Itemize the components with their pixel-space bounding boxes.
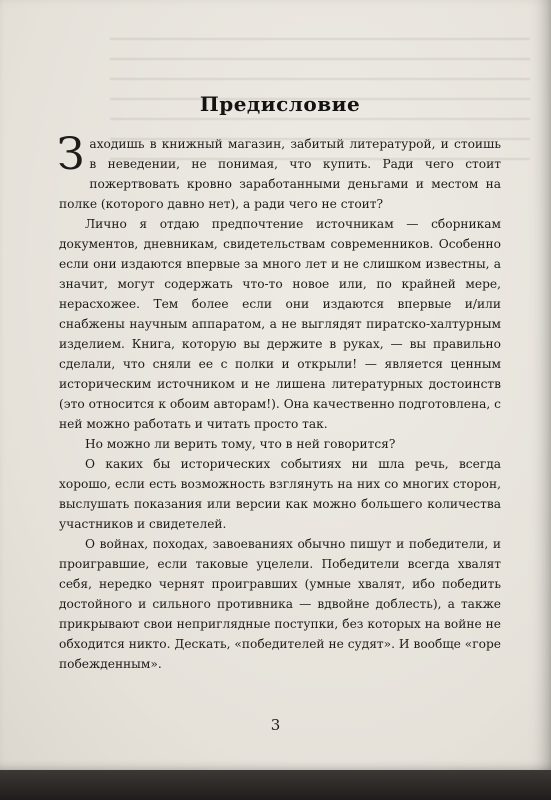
paragraph-1 — [57, 129, 501, 214]
page-edge-shadow — [0, 770, 551, 800]
paragraph-1-text: аходишь в книжный магазин, забитый литературой, и стоишь в неведении, не понимая, что купить. Ради чего стоит пожертвовать кровно заработанными деньгами и местом на полке (которого давно нет), а ради чего не стоит? — [59, 137, 501, 211]
page-content — [59, 92, 501, 674]
paragraph-2: Лично я отдаю предпочтение источникам — сборникам документов, дневникам, свидетельствам современников. Особенно если они издаются впервые за много лет и не слишком известны, а значит, могут содержать что-то новое или, по крайней мере, нерасхожее. Тем более если они издаются впервые и/или снабжены научным аппаратом, а не выглядят пиратско-халтурным изделием. Книга, которую вы держите в руках, — вы правильно сделали, что сняли ее с полки и открыли! — является ценным историческим источником и не лишена литературных достоинств (это относится к обоим авторам!). Она качественно подготовлена, с ней можно работать и читать просто так. — [59, 217, 501, 431]
chapter-heading: Предисловие — [199, 92, 361, 116]
drop-cap: З — [57, 129, 85, 180]
paragraph-3: Но можно ли верить тому, что в ней говорится? — [85, 437, 396, 451]
page-number: 3 — [270, 716, 281, 734]
paragraph-4: О каких бы исторических событиях ни шла речь, всегда хорошо, если есть возможность взглянуть на них со многих сторон, выслушать показания или версии как можно большего количества участников и свидетелей. — [59, 457, 501, 531]
paragraph-5: О войнах, походах, завоеваниях обычно пишут и победители, и проигравшие, если таковые уцелели. Победители всегда хвалят себя, нередко чернят проигравших (умные хвалят, ибо победить достойного и сильного противника — вдвойне доблесть), а также прикрывают свои неприглядные поступки, без которых на войне не обходится никто. Дескать, «победителей не судят». И вообще «горе побежденным». — [59, 537, 501, 671]
